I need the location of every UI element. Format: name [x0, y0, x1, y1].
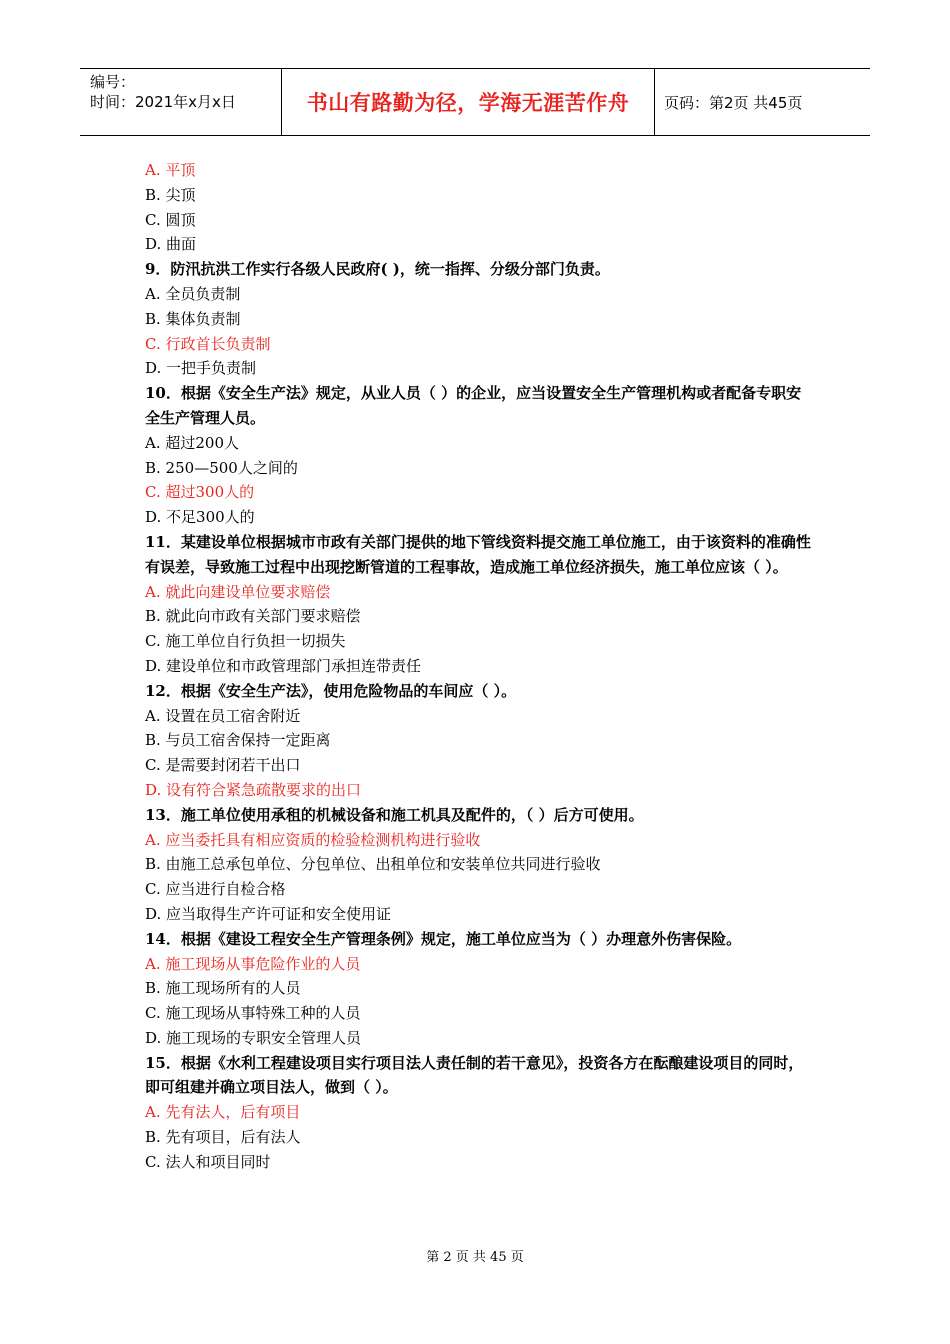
answer-option: A. 设置在员工宿舍附近 [145, 706, 301, 725]
document-date: 时间：2021年x月x日 [90, 93, 236, 111]
answer-option: D. 建设单位和市政管理部门承担连带责任 [145, 656, 422, 675]
question-list [145, 158, 815, 1175]
header-motto: 书山有路勤为径，学海无涯苦作舟 [282, 69, 655, 135]
answer-option: C. 超过300人的 [145, 483, 255, 502]
answer-option: C. 应当进行自检合格 [145, 880, 286, 899]
answer-option: B. 250—500人之间的 [145, 458, 298, 477]
answer-option: D. 施工现场的专职安全管理人员 [145, 1028, 362, 1047]
answer-option: B. 与员工宿舍保持一定距离 [145, 731, 331, 750]
question-text: 13．施工单位使用承租的机械设备和施工机具及配件的，（ ）后方可使用。 [145, 805, 644, 824]
page-header [80, 68, 870, 136]
answer-option: B. 尖顶 [145, 185, 196, 204]
answer-option: A. 就此向建设单位要求赔偿 [145, 582, 331, 601]
answer-option: B. 由施工总承包单位、分包单位、出租单位和安装单位共同进行验收 [145, 855, 601, 874]
document-number: 编号： [90, 73, 136, 91]
answer-option: B. 先有项目，后有法人 [145, 1128, 301, 1147]
answer-option: D. 设有符合紧急疏散要求的出口 [145, 780, 362, 799]
answer-option: A. 平顶 [145, 161, 196, 179]
question-text: 11．某建设单位根据城市市政有关部门提供的地下管线资料提交施工单位施工，由于该资料的准确性有误差，导致施工过程中出现挖断管道的工程事故，造成施工单位经济损失，施工单位应该（ ）。 [145, 532, 811, 576]
answer-option: C. 行政首长负责制 [145, 334, 271, 353]
question-text: 12．根据《安全生产法》，使用危险物品的车间应（ ）。 [145, 681, 517, 700]
answer-option: B. 集体负责制 [145, 309, 241, 328]
answer-option: A. 全员负责制 [145, 284, 241, 303]
answer-option: A. 施工现场从事危险作业的人员 [145, 954, 361, 973]
header-info-cell [80, 69, 282, 135]
question-text: 9．防汛抗洪工作实行各级人民政府( )，统一指挥、分级分部门负责。 [145, 260, 610, 279]
question-text: 14．根据《建设工程安全生产管理条例》规定，施工单位应当为（ ）办理意外伤害保险。 [145, 929, 742, 948]
answer-option: A. 应当委托具有相应资质的检验检测机构进行验收 [145, 830, 481, 849]
answer-option: C. 施工现场从事特殊工种的人员 [145, 1004, 361, 1023]
answer-option: D. 一把手负责制 [145, 359, 257, 378]
question-text: 10．根据《安全生产法》规定，从业人员（ ）的企业，应当设置安全生产管理机构或者配备专职安全生产管理人员。 [145, 384, 802, 427]
answer-option: C. 法人和项目同时 [145, 1152, 271, 1171]
answer-option: C. 圆顶 [145, 210, 196, 229]
answer-option: D. 曲面 [145, 235, 197, 254]
question-text: 15．根据《水利工程建设项目实行项目法人责任制的若干意见》，投资各方在酝酿建设项目的同时，即可组建并确立项目法人，做到（ ）。 [145, 1053, 804, 1097]
answer-option: D. 应当取得生产许可证和安全使用证 [145, 904, 392, 923]
page-footer: 第 2 页 共 45 页 [426, 1250, 524, 1265]
answer-option: B. 施工现场所有的人员 [145, 979, 301, 998]
answer-option: C. 是需要封闭若干出口 [145, 756, 301, 775]
answer-option: C. 施工单位自行负担一切损失 [145, 632, 346, 651]
answer-option: B. 就此向市政有关部门要求赔偿 [145, 607, 361, 626]
answer-option: A. 超过200人 [145, 433, 239, 452]
answer-option: A. 先有法人，后有项目 [145, 1103, 301, 1122]
header-page-number: 页码：第2页 共45页 [664, 93, 803, 112]
answer-option: D. 不足300人的 [145, 508, 255, 527]
